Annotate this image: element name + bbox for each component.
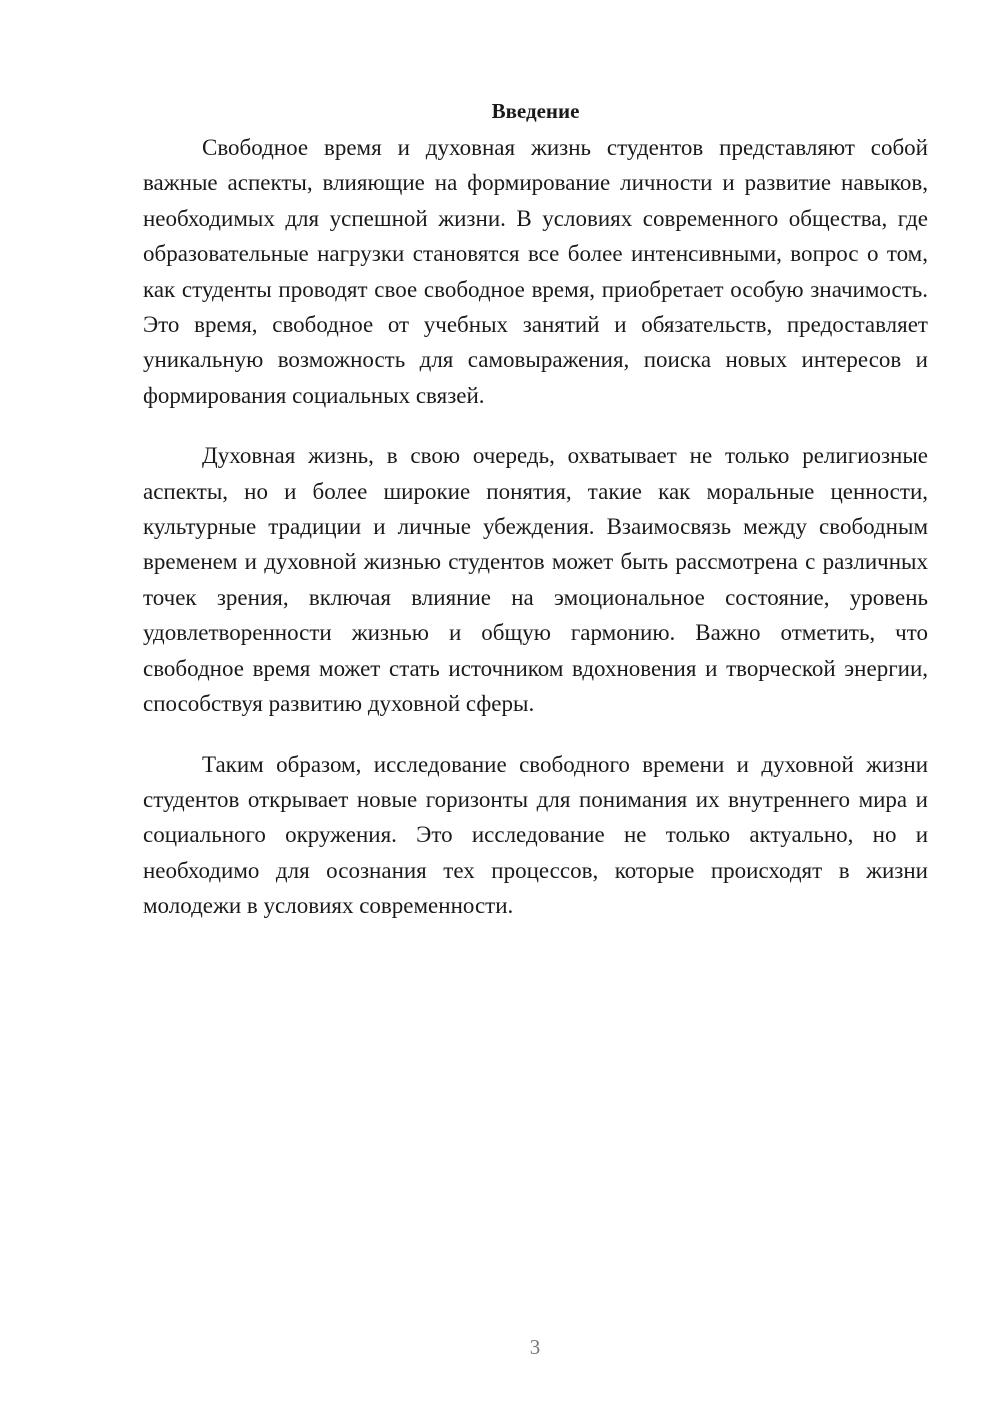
paragraph-1: Свободное время и духовная жизнь студентов представляют собой важные аспекты, влияющие на формирование личности и развитие навыков, необходимых для успешной жизни. В условиях современного общества, где образовательные нагрузки становятся все более интенсивными, вопрос о том, как студенты проводят свое свободное время, приобретает особую значимость. Это время, свободное от учебных занятий и обязательств, предоставляет уникальную возможность для самовыражения, поиска новых интересов и формирования социальных связей. — [143, 135, 928, 408]
paragraph-2: Духовная жизнь, в свою очередь, охватывает не только религиозные аспекты, но и более широкие понятия, такие как моральные ценности, культурные традиции и личные убеждения. Взаимосвязь между свободным временем и духовной жизнью студентов может быть рассмотрена с различных точек зрения, включая влияние на эмоциональное состояние, уровень удовлетворенности жизнью и общую гармонию. Важно отметить, что свободное время может стать источником вдохновения и творческой энергии, способствуя развитию духовной сферы. — [143, 443, 928, 717]
section-heading: Введение — [491, 99, 580, 123]
document-body — [143, 96, 928, 949]
paragraph-3: Таким образом, исследование свободного времени и духовной жизни студентов открывает новые горизонты для понимания их внутреннего мира и социального окружения. Это исследование не только актуально, но и необходимо для осознания тех процессов, которые происходят в жизни молодежи в условиях современности. — [143, 751, 928, 919]
page-number: 3 — [529, 1335, 541, 1359]
